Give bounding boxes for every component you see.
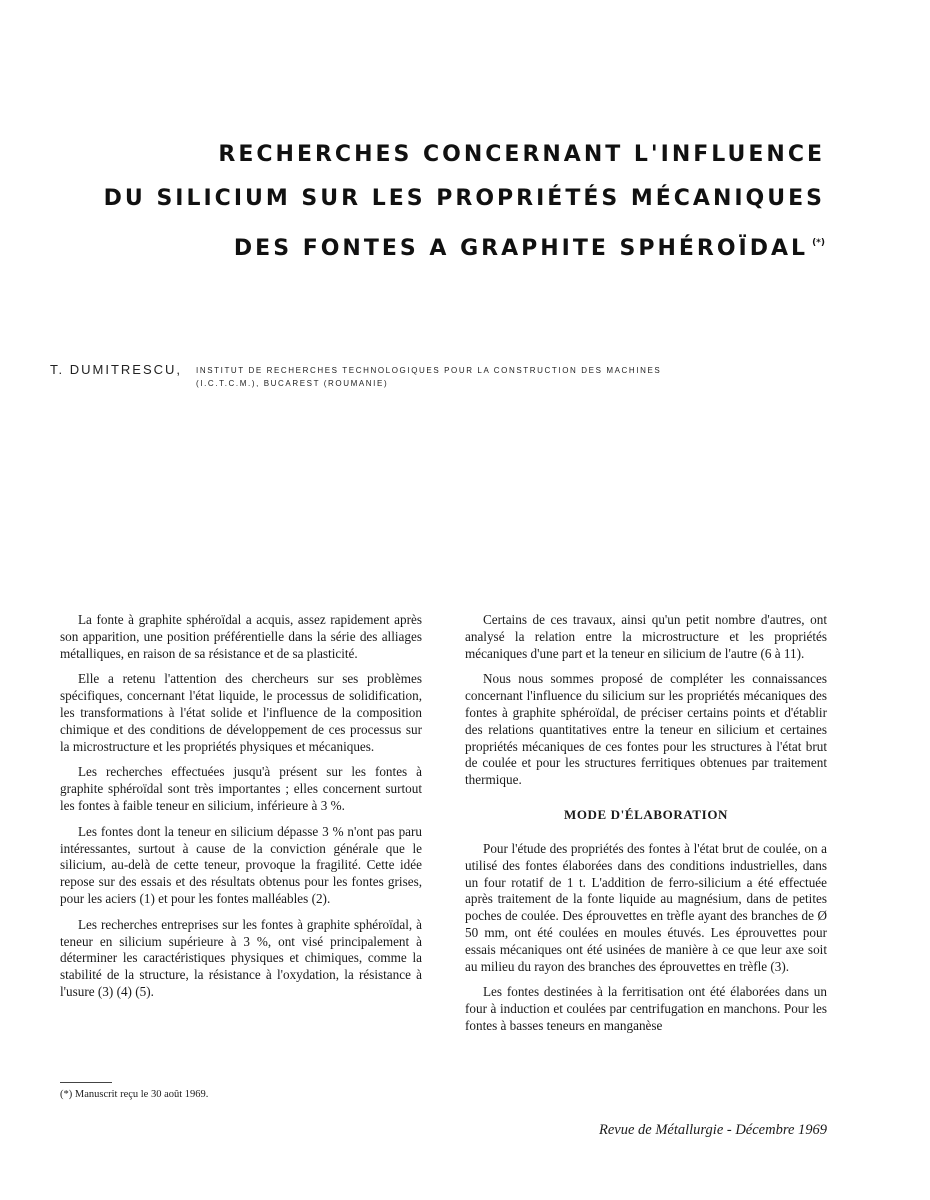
affiliation-line-2: (I.C.T.C.M.), BUCAREST (ROUMANIE) <box>196 379 389 388</box>
paragraph: Certains de ces travaux, ainsi qu'un petit nombre d'autres, ont analysé la relation entre la microstructure et les propriétés mécaniques d'une part et la teneur en silicium de l'autre (6 à 11). <box>465 612 827 661</box>
paragraph: Les fontes destinées à la ferritisation ont été élaborées dans un four à induction et coulées par centrifugation en manchons. Pour les fontes à basses teneurs en manganèse <box>465 984 827 1033</box>
footnote: (*) Manuscrit reçu le 30 août 1969. <box>60 1089 209 1100</box>
title-line-2: DU SILICIUM SUR LES PROPRIÉTÉS MÉCANIQUES <box>103 186 825 211</box>
footnote-divider <box>60 1082 112 1083</box>
paragraph: La fonte à graphite sphéroïdal a acquis, assez rapidement après son apparition, une position préférentielle dans la série des alliages métalliques, en raison de sa résistance et de sa plasticité. <box>60 612 422 661</box>
paragraph: Elle a retenu l'attention des chercheurs sur ses problèmes spécifiques, concernant l'état liquide, le processus de solidification, les transformations à l'état solide et l'influence de la composition chimique et des conditions de développement de ces processus sur la microstructure et les propriétés physiques et mécaniques. <box>60 671 422 754</box>
affiliation-line-1: INSTITUT DE RECHERCHES TECHNOLOGIQUES POUR LA CONSTRUCTION DES MACHINES <box>196 366 662 375</box>
right-column <box>465 612 827 1044</box>
author-affiliation <box>196 364 661 390</box>
journal-footer: Revue de Métallurgie - Décembre 1969 <box>598 1122 827 1138</box>
paragraph: Les recherches entreprises sur les fontes à graphite sphéroïdal, à teneur en silicium supérieure à 3 %, ont visé principalement à déterminer les caractéristiques physiques et chimiques, comme la stabilité de la structure, la résistance à l'oxydation, la résistance à l'usure (3) (4) (5). <box>60 916 422 999</box>
paragraph: Les recherches effectuées jusqu'à présent sur les fontes à graphite sphéroïdal sont très importantes ; elles concernent surtout les fontes à faible teneur en silicium, inférieure à 3 %. <box>60 764 422 813</box>
paragraph: Nous nous sommes proposé de compléter les connaissances concernant l'influence du silicium sur les propriétés mécaniques des fontes à graphite sphéroïdal, de préciser certains points et d'établir des relations quantitatives entre la teneur en silicium et certaines propriétés mécaniques de ces fontes pour les structures à l'état brut de coulée et pour les structures ferritiques obtenues par traitement thermique. <box>465 671 827 788</box>
left-column <box>60 612 422 1010</box>
title-line-3 <box>40 221 825 271</box>
title-line-3-text: DES FONTES A GRAPHITE SPHÉROÏDAL <box>233 236 809 261</box>
title-note-marker: (*) <box>812 238 825 248</box>
section-heading: MODE D'ÉLABORATION <box>563 806 729 822</box>
author-name: T. DUMITRESCU, <box>50 362 182 377</box>
paragraph: Les fontes dont la teneur en silicium dépasse 3 % n'ont pas paru intéressantes, surtout à cause de la conviction générale que le silicium, au-delà de cette teneur, provoque la fragilité. Cette idée repose sur des essais et des résultats obtenus pour les fontes grises, pour les aciers (1) et pour les fontes malléables (2). <box>60 823 422 906</box>
title-line-1: RECHERCHES CONCERNANT L'INFLUENCE <box>218 142 825 167</box>
paragraph: Pour l'étude des propriétés des fontes à l'état brut de coulée, on a utilisé des fontes élaborées dans des conditions industrielles, dans un four rotatif de 1 t. L'addition de ferro-silicium a été effectuée après traitement de la fonte liquide au magnésium, dans de petites poches de coulée. Des éprouvettes en trèfle ayant des branches de Ø 50 mm, ont été coulées en moules étuvés. Les éprouvettes pour essais mécaniques ont été usinées de manière à ce que leur axe soit au milieu du rayon des branches des éprouvettes en trèfle (3). <box>465 840 827 974</box>
article-title <box>40 133 825 271</box>
